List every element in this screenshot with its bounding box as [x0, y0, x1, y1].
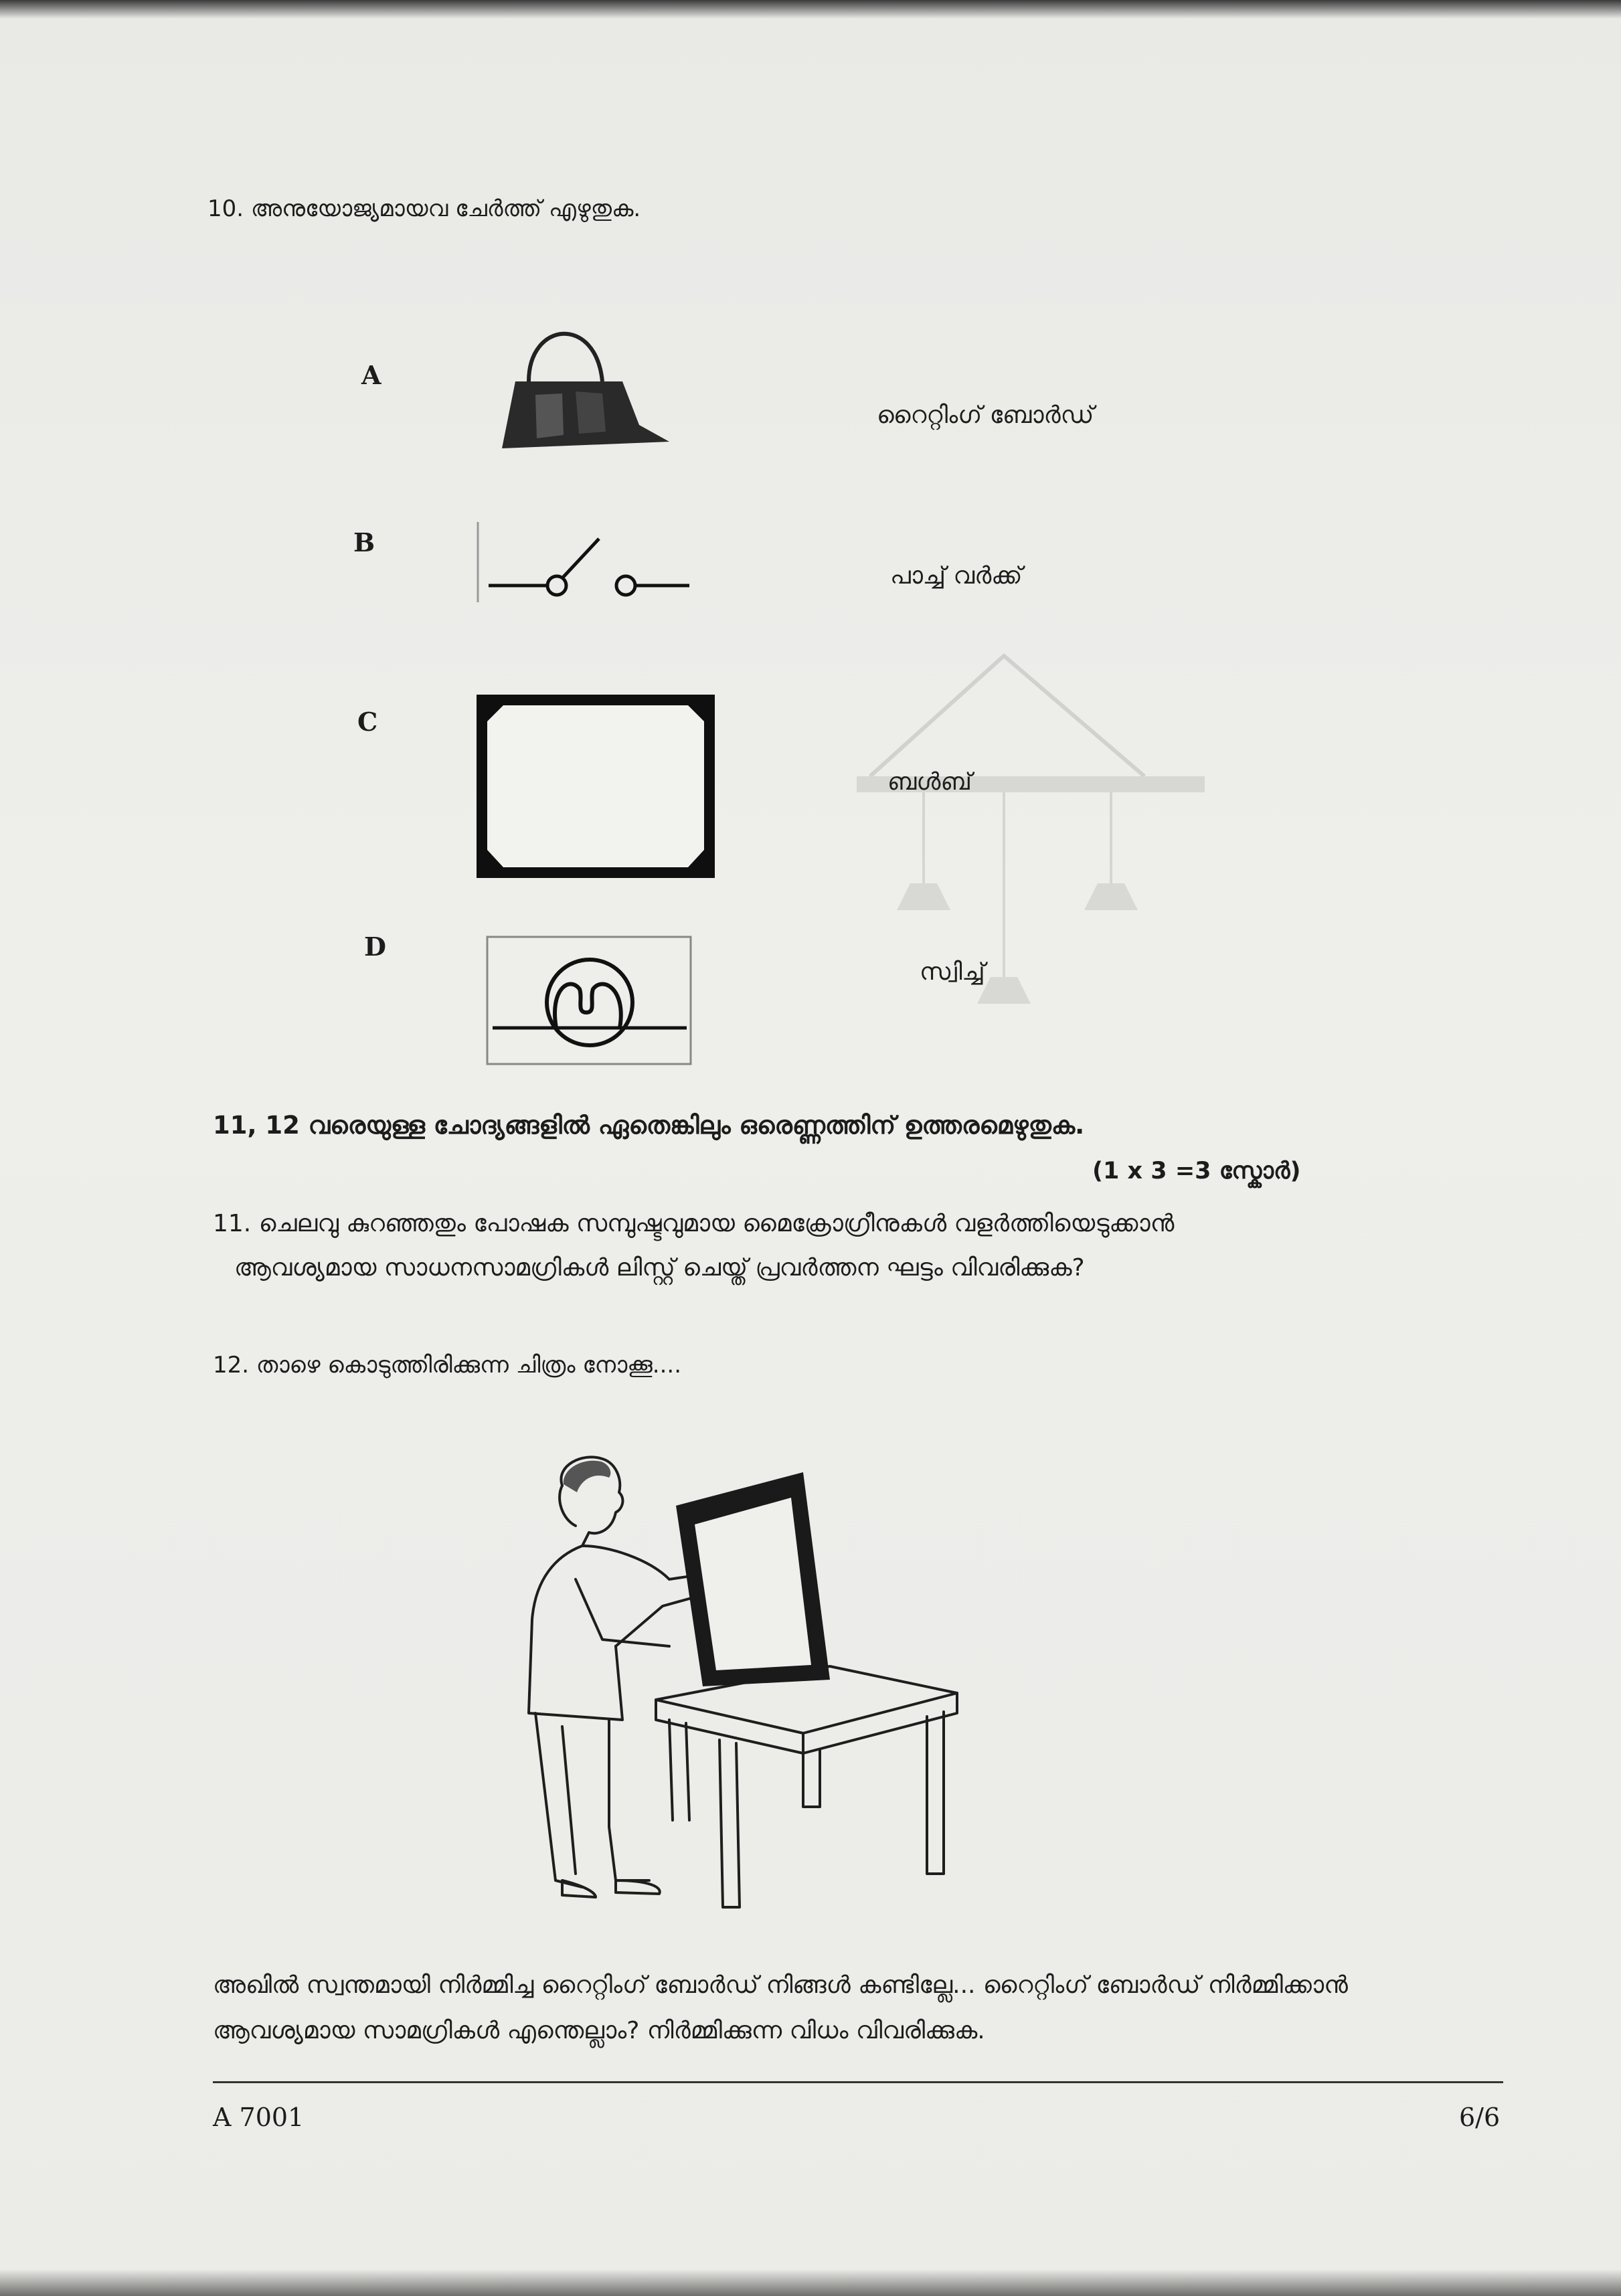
option-patchwork: പാച്ച് വർക്ക്: [890, 562, 1023, 590]
label-c: C: [357, 707, 378, 737]
label-d: D: [364, 932, 386, 962]
option-writing-board: റൈറ്റിംഗ് ബോർഡ്: [877, 402, 1094, 429]
patchwork-bag-figure: [489, 308, 676, 455]
exam-code: A 7001: [213, 2103, 305, 2132]
question-12-paragraph-line1: അഖിൽ സ്വന്തമായി നിർമ്മിച്ച റൈറ്റിംഗ് ബോർഡ് നിങ്ങൾ കണ്ടില്ലേ... റൈറ്റിംഗ് ബോർഡ് നിർമ്മിക്കാൻ: [213, 1971, 1348, 1999]
section-score: (1 x 3 =3 സ്കോർ): [1092, 1158, 1301, 1184]
writing-board-figure: [477, 695, 717, 881]
option-bulb: ബൾബ്: [887, 768, 972, 796]
footer-divider: [213, 2081, 1503, 2083]
question-12-prompt: 12. താഴെ കൊടുത്തിരിക്കുന്ന ചിത്രം നോക്കൂ....: [213, 1352, 682, 1379]
question-11-line1: 11. ചെലവു കുറഞ്ഞതും പോഷക സമ്പുഷ്ടവുമായ മൈക്രോഗ്രീനുകൾ വളർത്തിയെടുക്കാൻ: [213, 1210, 1175, 1237]
question-11-line2: ആവശ്യമായ സാധനസാമഗ്രികൾ ലിസ്റ്റ് ചെയ്ത് പ്രവർത്തന ഘട്ടം വിവരിക്കുക?: [234, 1254, 1085, 1282]
label-a: A: [361, 360, 381, 390]
option-switch: സ്വിച്ച്: [920, 958, 985, 986]
scan-bottom-shadow: [0, 2269, 1621, 2296]
label-b: B: [353, 527, 375, 557]
section-instruction: 11, 12 വരെയുള്ള ചോദ്യങ്ങളിൽ ഏതെങ്കിലും ഒരെണ്ണത്തിന് ഉത്തരമെഴുതുക.: [213, 1111, 1085, 1140]
man-with-writing-board-illustration: [515, 1445, 970, 1927]
bleed-through-lamp: [830, 642, 1205, 1071]
page-number: 6/6: [1459, 2103, 1501, 2132]
switch-symbol-figure: [475, 515, 703, 609]
bulb-symbol-figure: [486, 936, 693, 1067]
question-12-paragraph-line2: ആവശ്യമായ സാമഗ്രികൾ എന്തെല്ലാം? നിർമ്മിക്കുന്ന വിധം വിവരിക്കുക.: [213, 2017, 985, 2044]
scan-edge-shadow: [0, 0, 1621, 19]
question-10-prompt: 10. അനുയോജ്യമായവ ചേർത്ത് എഴുതുക.: [207, 195, 641, 222]
